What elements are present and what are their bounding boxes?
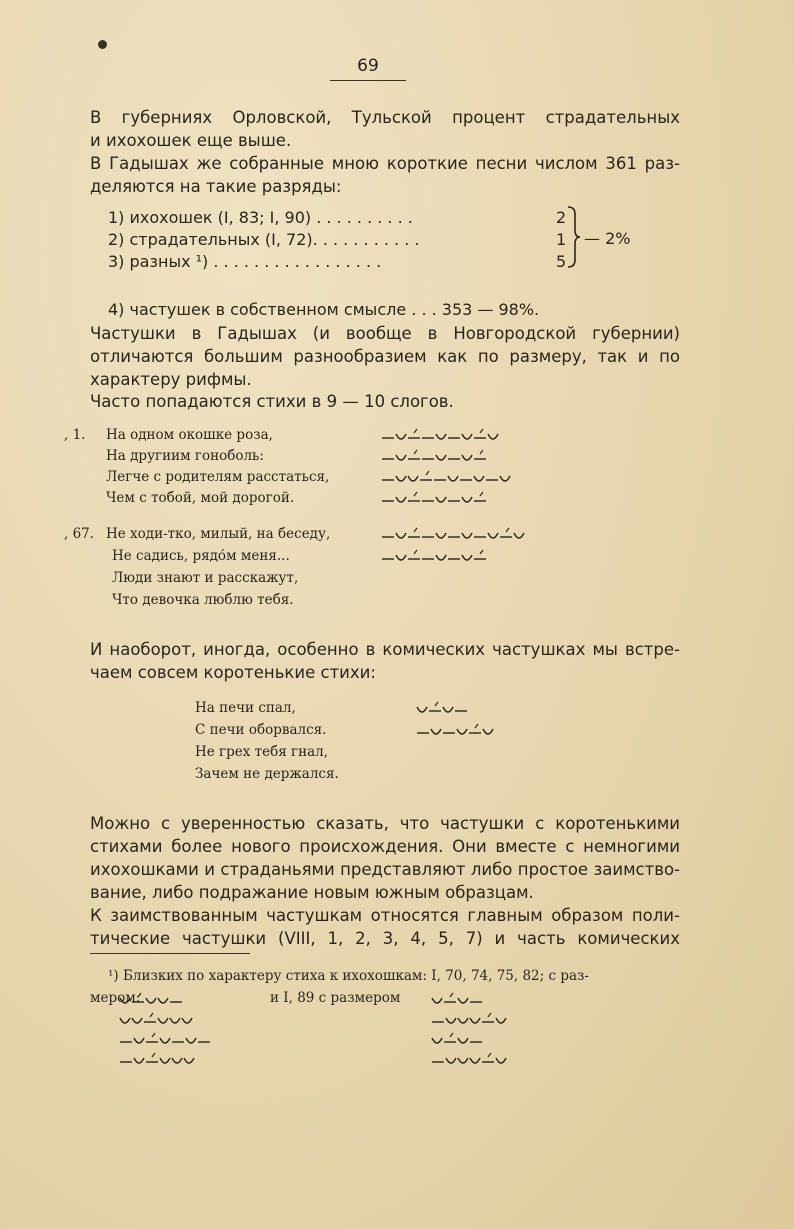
short-syllable-mark bbox=[436, 533, 446, 538]
paragraph-5 bbox=[90, 638, 680, 684]
short-syllable-mark bbox=[436, 555, 446, 560]
short-syllable-mark bbox=[417, 707, 427, 712]
short-syllable-mark bbox=[170, 1018, 180, 1023]
stress-mark bbox=[480, 450, 483, 454]
list-item-4: 4) частушек в собственном смысле . . . 353 — 98%. bbox=[108, 300, 540, 319]
text-line: Часто попадаются стихи в 9 — 10 слогов. bbox=[90, 392, 454, 411]
list-total: — 2% bbox=[584, 229, 631, 248]
poem-line: С печи оборвался. bbox=[195, 722, 327, 738]
short-syllable-mark bbox=[432, 1038, 442, 1043]
stress-mark bbox=[475, 724, 478, 728]
poem-line: На одном окошке роза, bbox=[106, 427, 273, 443]
ink-dot bbox=[98, 40, 107, 49]
stress-mark bbox=[414, 550, 417, 554]
short-syllable-mark bbox=[184, 1058, 194, 1063]
metrical-scheme bbox=[430, 1032, 490, 1050]
text-line: и ихохошек еще выше. bbox=[90, 131, 292, 150]
poem-number: , 67. bbox=[64, 526, 95, 542]
short-syllable-mark bbox=[483, 729, 493, 734]
list-count: 5 bbox=[556, 252, 567, 271]
list-count: 2 bbox=[556, 208, 567, 227]
stress-mark bbox=[435, 702, 438, 706]
short-syllable-mark bbox=[396, 476, 406, 481]
footnote-line: и I, 89 с размером bbox=[270, 990, 401, 1006]
stress-mark bbox=[152, 1033, 155, 1037]
metrical-scheme bbox=[118, 992, 192, 1010]
list-count: 1 bbox=[556, 230, 567, 249]
short-syllable-mark bbox=[496, 1058, 506, 1063]
short-syllable-mark bbox=[396, 434, 406, 439]
metrical-scheme bbox=[380, 549, 496, 567]
short-syllable-mark bbox=[458, 1018, 468, 1023]
stress-mark bbox=[488, 1053, 491, 1057]
short-syllable-mark bbox=[500, 476, 510, 481]
short-syllable-mark bbox=[396, 533, 406, 538]
short-syllable-mark bbox=[132, 1018, 142, 1023]
text-line: чаем совсем коротенькие стихи: bbox=[90, 663, 376, 682]
poem-line: На другиим гоноболь: bbox=[106, 448, 264, 464]
text-line: вание, либо подражание новым южным образцам. bbox=[90, 883, 534, 902]
short-syllable-mark bbox=[158, 998, 168, 1003]
poem-line: Зачем не держался. bbox=[195, 766, 339, 782]
stress-mark bbox=[480, 492, 483, 496]
text-line: тические частушки (VIII, 1, 2, 3, 4, 5, 7) и часть комических bbox=[90, 929, 680, 948]
footnote-line: мером: bbox=[90, 990, 141, 1006]
text-line: И наоборот, иногда, особенно в комических частушках мы встре- bbox=[90, 640, 680, 659]
text-line: деляются на такие разряды: bbox=[90, 177, 342, 196]
footnote-line: ¹) Близких по характеру стиха к ихохошкам: I, 70, 74, 75, 82; с раз- bbox=[108, 968, 589, 984]
short-syllable-mark bbox=[432, 998, 442, 1003]
short-syllable-mark bbox=[396, 555, 406, 560]
page-number: 69 bbox=[357, 56, 379, 76]
stress-mark bbox=[414, 528, 417, 532]
short-syllable-mark bbox=[496, 1018, 506, 1023]
stress-mark bbox=[506, 528, 509, 532]
metrical-scheme bbox=[380, 527, 538, 545]
list-item: 1) ихохошек (I, 83; I, 90) . . . . . . . . . . bbox=[108, 208, 413, 227]
short-syllable-mark bbox=[446, 1058, 456, 1063]
metrical-scheme bbox=[430, 992, 490, 1010]
short-syllable-mark bbox=[182, 1018, 192, 1023]
poem-line: На печи спал, bbox=[195, 700, 296, 716]
paragraph-1 bbox=[90, 106, 680, 152]
text-line: В губерниях Орловской, Тульской процент страдательных bbox=[90, 108, 680, 127]
short-syllable-mark bbox=[443, 707, 453, 712]
text-line: характеру рифмы. bbox=[90, 370, 252, 389]
short-syllable-mark bbox=[436, 434, 446, 439]
short-syllable-mark bbox=[462, 455, 472, 460]
short-syllable-mark bbox=[462, 555, 472, 560]
short-syllable-mark bbox=[458, 1038, 468, 1043]
short-syllable-mark bbox=[172, 1058, 182, 1063]
stress-mark bbox=[480, 429, 483, 433]
text-line: Можно с уверенностью сказать, что частушки с коротенькими bbox=[90, 814, 680, 833]
short-syllable-mark bbox=[160, 1058, 170, 1063]
metrical-scheme bbox=[380, 470, 524, 488]
short-syllable-mark bbox=[458, 1058, 468, 1063]
metrical-scheme bbox=[430, 1052, 518, 1070]
poem-line: Что девочка люблю тебя. bbox=[112, 592, 294, 608]
poem-line: Не ходи-тко, милый, на беседу, bbox=[106, 526, 331, 542]
metrical-scheme bbox=[430, 1012, 518, 1030]
poem-line: Чем с тобой, мой дорогой. bbox=[106, 490, 295, 506]
short-syllable-mark bbox=[158, 1018, 168, 1023]
short-syllable-mark bbox=[436, 455, 446, 460]
short-syllable-mark bbox=[514, 533, 524, 538]
stress-mark bbox=[450, 1033, 453, 1037]
paragraph-6 bbox=[90, 812, 680, 904]
short-syllable-mark bbox=[146, 998, 156, 1003]
short-syllable-mark bbox=[134, 1058, 144, 1063]
metrical-scheme bbox=[118, 1052, 206, 1070]
poem-number: , 1. bbox=[64, 427, 86, 443]
text-line: отличаются большим разнообразием как по размеру, так и по bbox=[90, 347, 680, 366]
stress-mark bbox=[150, 1013, 153, 1017]
short-syllable-mark bbox=[474, 476, 484, 481]
short-syllable-mark bbox=[431, 729, 441, 734]
short-syllable-mark bbox=[120, 998, 130, 1003]
stress-mark bbox=[138, 993, 141, 997]
text-line: Частушки в Гадышах (и вообще в Новгородской губернии) bbox=[90, 324, 680, 343]
stress-mark bbox=[414, 492, 417, 496]
stress-mark bbox=[414, 429, 417, 433]
text-line: стихами более нового происхождения. Они вместе с немногими bbox=[90, 837, 680, 856]
short-syllable-mark bbox=[408, 476, 418, 481]
stress-mark bbox=[414, 450, 417, 454]
text-line: ихохошками и страданьями представляют либо простое заимство- bbox=[90, 860, 680, 879]
metrical-scheme bbox=[380, 491, 496, 509]
short-syllable-mark bbox=[462, 497, 472, 502]
short-syllable-mark bbox=[488, 533, 498, 538]
poem-line: Люди знают и расскажут, bbox=[112, 570, 299, 586]
short-syllable-mark bbox=[134, 1038, 144, 1043]
short-syllable-mark bbox=[446, 1018, 456, 1023]
short-syllable-mark bbox=[186, 1038, 196, 1043]
footnote-rule bbox=[90, 953, 250, 954]
poem-line: Не садись, рядо́м меня... bbox=[112, 548, 290, 564]
stress-mark bbox=[152, 1053, 155, 1057]
short-syllable-mark bbox=[448, 476, 458, 481]
short-syllable-mark bbox=[436, 497, 446, 502]
short-syllable-mark bbox=[120, 1018, 130, 1023]
short-syllable-mark bbox=[396, 455, 406, 460]
short-syllable-mark bbox=[160, 1038, 170, 1043]
stress-mark bbox=[426, 471, 429, 475]
stress-mark bbox=[450, 993, 453, 997]
short-syllable-mark bbox=[396, 497, 406, 502]
metrical-scheme bbox=[118, 1032, 220, 1050]
short-syllable-mark bbox=[462, 434, 472, 439]
paragraph-7 bbox=[90, 904, 680, 950]
text-line: К заимствованным частушкам относятся главным образом поли- bbox=[90, 906, 680, 925]
list-item: 3) разных ¹) . . . . . . . . . . . . . . . . . bbox=[108, 252, 382, 271]
stress-mark bbox=[480, 550, 483, 554]
text-line: В Гадышах же собранные мною короткие песни числом 361 раз- bbox=[90, 154, 680, 173]
metrical-scheme bbox=[118, 1012, 206, 1030]
metrical-scheme bbox=[415, 701, 475, 719]
short-syllable-mark bbox=[488, 434, 498, 439]
page-number-rule bbox=[330, 80, 406, 81]
right-brace-icon bbox=[567, 206, 581, 268]
short-syllable-mark bbox=[470, 1058, 480, 1063]
paragraph-2 bbox=[90, 152, 680, 198]
list-item: 2) страдательных (I, 72). . . . . . . . . . . bbox=[108, 230, 420, 249]
stress-mark bbox=[488, 1013, 491, 1017]
metrical-scheme bbox=[380, 428, 510, 446]
metrical-scheme bbox=[415, 723, 503, 741]
metrical-scheme bbox=[380, 449, 496, 467]
short-syllable-mark bbox=[462, 533, 472, 538]
short-syllable-mark bbox=[458, 998, 468, 1003]
short-syllable-mark bbox=[457, 729, 467, 734]
paragraph-3 bbox=[90, 322, 680, 391]
poem-line: Не грех тебя гнал, bbox=[195, 744, 329, 760]
paragraph-4 bbox=[90, 390, 680, 413]
poem-line: Легче с родителям расстаться, bbox=[106, 469, 330, 485]
short-syllable-mark bbox=[470, 1018, 480, 1023]
